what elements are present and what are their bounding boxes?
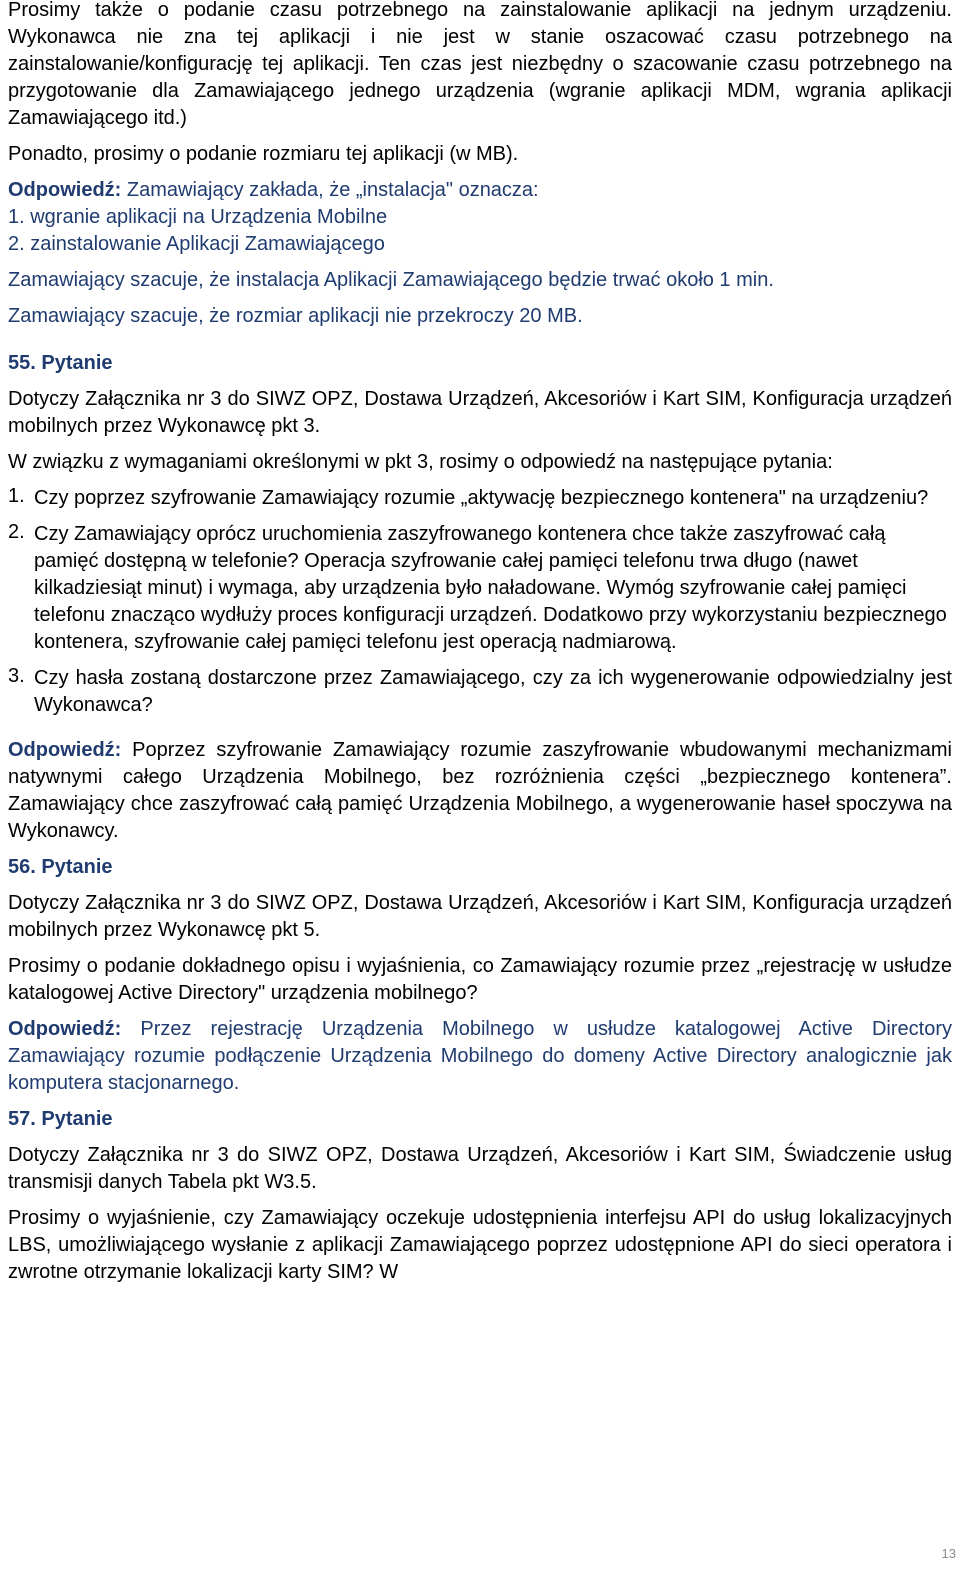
question-text: Prosimy o podanie dokładnego opisu i wyjaśnienia, co Zamawiający rozumie przez „rejestrację w usłudze katalogowej Active Directory" urządzenia mobilnego? (8, 955, 952, 1004)
question-number: 57. (8, 1108, 36, 1130)
question-heading (8, 350, 952, 377)
answer-label: Odpowiedź: (8, 1018, 122, 1040)
answer-text: Zamawiający zakłada, że „instalacja" oznacza: (121, 179, 539, 201)
item-text: Czy poprzez szyfrowanie Zamawiający rozumie „aktywację bezpiecznego kontenera" na urządzeniu? (34, 487, 929, 509)
answer-paragraph (8, 737, 952, 845)
item-text: Czy hasła zostaną dostarczone przez Zamawiającego, czy za ich wygenerowanie odpowiedzialny jest Wykonawca? (34, 667, 952, 716)
question-label: Pytanie (35, 352, 113, 374)
question-reference: Dotyczy Załącznika nr 3 do SIWZ OPZ, Dostawa Urządzeń, Akcesoriów i Kart SIM, Konfiguracja urządzeń mobilnych przez Wykonawcę pkt 3. (8, 388, 952, 437)
answer-text: Poprzez szyfrowanie Zamawiający rozumie zaszyfrowanie wbudowanymi mechanizmami natywnymi całego Urządzenia Mobilnego, bez rozróżnienia części „bezpiecznego kontenera”. Zamawiający chce zaszyfrować całą pamięć Urządzenia Mobilnego, a wygenerowanie haseł spoczywa na Wykonawcy. (8, 739, 952, 842)
install-time-estimate: Zamawiający szacuje, że instalacja Aplikacji Zamawiającego będzie trwać około 1 min. (8, 269, 774, 291)
item-number: 2. (8, 521, 25, 543)
question-number: 55. (8, 352, 36, 374)
answer-label: Odpowiedź: (8, 739, 122, 761)
answer-label: Odpowiedź: (8, 179, 122, 201)
question-label: Pytanie (35, 856, 113, 878)
list-item: 2. zainstalowanie Aplikacji Zamawiającego (8, 233, 385, 255)
intro-paragraph: Prosimy także o podanie czasu potrzebnego na zainstalowanie aplikacji na jednym urządzeniu. Wykonawca nie zna tej aplikacji i nie jest w stanie oszacować czasu potrzebnego na zainstalowanie/konfigurację tej aplikacji. Ten czas jest niezbędny o szacowanie czasu potrzebnego na przygotowanie dla Zamawiającego jednego urządzenia (wgranie aplikacji MDM, wgrania aplikacji Zamawiającego itd.) (8, 0, 952, 129)
list-item (8, 665, 952, 719)
document-page (8, 0, 952, 1286)
question-label: Pytanie (35, 1108, 113, 1130)
size-estimate: Zamawiający szacuje, że rozmiar aplikacji nie przekroczy 20 MB. (8, 305, 583, 327)
list-item (8, 485, 952, 512)
question-heading (8, 854, 952, 881)
question-reference: Dotyczy Załącznika nr 3 do SIWZ OPZ, Dostawa Urządzeń, Akcesoriów i Kart SIM, Konfiguracja urządzeń mobilnych przez Wykonawcę pkt 5. (8, 892, 952, 941)
question-heading (8, 1106, 952, 1133)
question-number: 56. (8, 856, 36, 878)
question-text: Prosimy o wyjaśnienie, czy Zamawiający oczekuje udostępnienia interfejsu API do usług lokalizacyjnych LBS, umożliwiającego wysłanie z aplikacji Zamawiającego poprzez udostępnione API do sieci operatora i zwrotne otrzymanie lokalizacji karty SIM? W (8, 1207, 952, 1283)
item-number: 1. (8, 485, 25, 507)
answer-paragraph (8, 1016, 952, 1097)
list-item (8, 521, 952, 656)
question-lead: W związku z wymaganiami określonymi w pkt 3, rosimy o odpowiedź na następujące pytania: (8, 451, 833, 473)
answer-text: Przez rejestrację Urządzenia Mobilnego w usłudze katalogowej Active Directory Zamawiający rozumie podłączenie Urządzenia Mobilnego do domeny Active Directory analogicznie jak komputera stacjonarnego. (8, 1018, 952, 1094)
list-item: 1. wgranie aplikacji na Urządzenia Mobilne (8, 206, 388, 228)
item-number: 3. (8, 665, 25, 687)
item-text: Czy Zamawiający oprócz uruchomienia zaszyfrowanego kontenera chce także zaszyfrować całą pamięć dostępną w telefonie? Operacja szyfrowanie całej pamięci telefonu trwa długo (nawet kilkadziesiąt minut) i wymaga, aby urządzenia było naładowane. Wymóg szyfrowanie całej pamięci telefonu znacząco wydłuży proces konfiguracji urządzeń. Dodatkowo przy wykorzystaniu bezpiecznego kontenera, szyfrowanie całej pamięci telefonu jest operacją nadmiarową. (34, 523, 947, 653)
page-number: 13 (941, 1546, 956, 1561)
intro-size-request: Ponadto, prosimy o podanie rozmiaru tej aplikacji (w MB). (8, 143, 519, 165)
question-reference: Dotyczy Załącznika nr 3 do SIWZ OPZ, Dostawa Urządzeń, Akcesoriów i Kart SIM, Świadczenie usług transmisji danych Tabela pkt W3.5. (8, 1144, 952, 1193)
intro-answer (8, 177, 952, 204)
